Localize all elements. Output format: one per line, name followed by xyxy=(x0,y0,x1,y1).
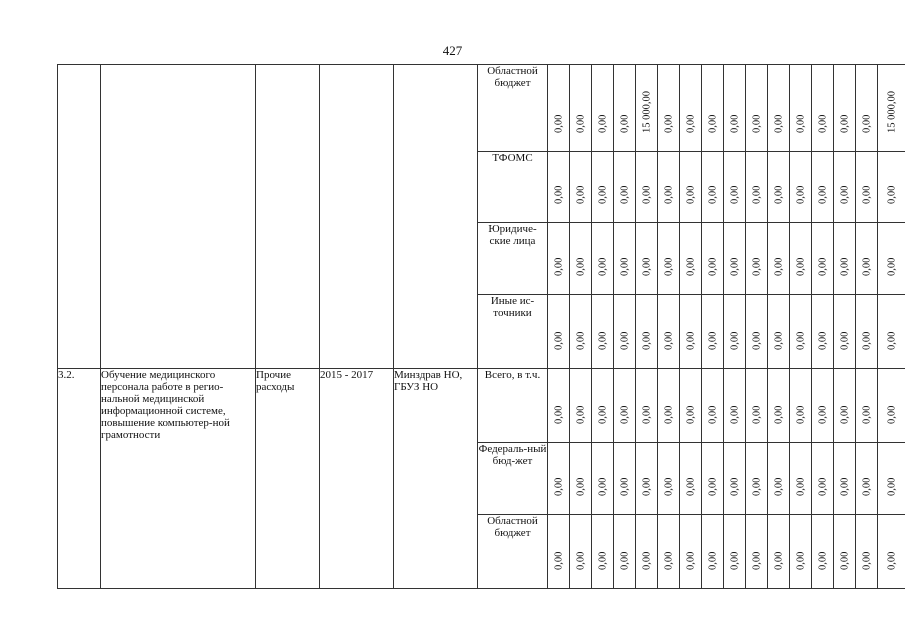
amount-value: 0,00 xyxy=(861,331,872,350)
item-value-cell xyxy=(614,369,636,443)
amount-value: 0,00 xyxy=(839,477,850,496)
amount-value: 0,00 xyxy=(575,551,586,570)
continuation-value-cell xyxy=(790,65,812,152)
amount-value: 0,00 xyxy=(597,185,608,204)
amount-value: 0,00 xyxy=(886,551,898,570)
continuation-value-cell xyxy=(856,152,878,223)
continuation-value-cell xyxy=(614,65,636,152)
amount-value: 0,00 xyxy=(751,185,762,204)
item-value-cell xyxy=(636,515,658,589)
continuation-value-cell xyxy=(812,223,834,295)
continuation-value-cell xyxy=(702,295,724,369)
amount-value: 0,00 xyxy=(839,551,850,570)
continuation-value-cell xyxy=(702,65,724,152)
amount-value: 0,00 xyxy=(663,405,674,424)
amount-value: 0,00 xyxy=(817,257,828,276)
amount-value: 0,00 xyxy=(817,114,828,133)
amount-value: 0,00 xyxy=(707,257,718,276)
item-value-cell xyxy=(768,369,790,443)
amount-value: 0,00 xyxy=(641,405,652,424)
continuation-value-cell xyxy=(548,223,570,295)
amount-value: 0,00 xyxy=(641,185,652,204)
executor-cell xyxy=(394,65,478,369)
continuation-value-cell xyxy=(570,223,592,295)
amount-value: 0,00 xyxy=(861,257,872,276)
item-value-cell xyxy=(658,515,680,589)
funding-source-cell: Юридиче-ские лица xyxy=(478,223,548,295)
item-number-cell xyxy=(58,65,101,369)
item-value-cell xyxy=(570,369,592,443)
item-value-cell xyxy=(790,515,812,589)
amount-value: 0,00 xyxy=(641,477,652,496)
amount-value: 0,00 xyxy=(575,405,586,424)
amount-value: 0,00 xyxy=(773,114,784,133)
page-number: 427 xyxy=(442,43,463,58)
amount-value: 0,00 xyxy=(751,114,762,133)
item-value-cell xyxy=(592,515,614,589)
expense-type: Прочие расходы xyxy=(256,369,320,589)
item-value-cell xyxy=(856,443,878,515)
item-value-cell xyxy=(834,369,856,443)
amount-value: 0,00 xyxy=(553,477,564,496)
amount-value: 0,00 xyxy=(641,331,652,350)
amount-value: 0,00 xyxy=(773,257,784,276)
item-value-cell xyxy=(548,443,570,515)
amount-value: 0,00 xyxy=(729,551,740,570)
amount-value: 0,00 xyxy=(886,477,898,496)
amount-value: 0,00 xyxy=(773,551,784,570)
amount-value: 0,00 xyxy=(795,114,806,133)
item-value-cell xyxy=(746,515,768,589)
amount-value: 0,00 xyxy=(685,551,696,570)
amount-value: 0,00 xyxy=(839,331,850,350)
amount-value: 0,00 xyxy=(861,114,872,133)
continuation-value-cell xyxy=(834,223,856,295)
amount-value: 0,00 xyxy=(553,257,564,276)
amount-value: 0,00 xyxy=(795,257,806,276)
amount-value: 0,00 xyxy=(575,257,586,276)
continuation-value-cell xyxy=(636,65,658,152)
continuation-value-cell xyxy=(636,152,658,223)
amount-value: 0,00 xyxy=(641,257,652,276)
continuation-value-cell xyxy=(878,223,905,295)
continuation-value-cell xyxy=(768,152,790,223)
continuation-value-cell xyxy=(702,152,724,223)
amount-value: 0,00 xyxy=(663,331,674,350)
item-value-cell xyxy=(812,443,834,515)
amount-value: 0,00 xyxy=(553,551,564,570)
funding-source-cell: Иные ис-точники xyxy=(478,295,548,369)
amount-value: 0,00 xyxy=(773,405,784,424)
continuation-value-cell xyxy=(658,223,680,295)
continuation-value-cell xyxy=(834,65,856,152)
amount-value: 0,00 xyxy=(553,331,564,350)
amount-value: 0,00 xyxy=(773,477,784,496)
continuation-value-cell xyxy=(548,65,570,152)
item-value-cell xyxy=(636,369,658,443)
amount-value: 0,00 xyxy=(861,185,872,204)
amount-value: 0,00 xyxy=(619,477,630,496)
amount-value: 0,00 xyxy=(817,477,828,496)
item-value-cell xyxy=(724,369,746,443)
item-value-cell xyxy=(746,369,768,443)
amount-value: 0,00 xyxy=(886,405,898,424)
amount-value: 0,00 xyxy=(575,477,586,496)
amount-value: 0,00 xyxy=(839,185,850,204)
amount-value: 0,00 xyxy=(839,114,850,133)
continuation-value-cell xyxy=(680,152,702,223)
continuation-value-cell xyxy=(680,295,702,369)
amount-value: 0,00 xyxy=(619,331,630,350)
amount-value: 0,00 xyxy=(663,551,674,570)
funding-source-cell: Федераль-ный бюд-жет xyxy=(478,443,548,515)
item-value-cell xyxy=(614,515,636,589)
amount-value: 0,00 xyxy=(707,185,718,204)
continuation-value-cell xyxy=(746,65,768,152)
item-value-cell xyxy=(680,443,702,515)
amount-value: 0,00 xyxy=(795,551,806,570)
amount-value: 0,00 xyxy=(886,331,898,350)
amount-value: 0,00 xyxy=(663,257,674,276)
amount-value: 0,00 xyxy=(817,185,828,204)
funding-source-cell: ТФОМС xyxy=(478,152,548,223)
amount-value: 0,00 xyxy=(597,257,608,276)
continuation-value-cell xyxy=(834,152,856,223)
amount-value: 0,00 xyxy=(707,477,718,496)
amount-value: 0,00 xyxy=(575,185,586,204)
continuation-value-cell xyxy=(614,223,636,295)
item-value-cell xyxy=(790,369,812,443)
continuation-value-cell xyxy=(570,295,592,369)
amount-value: 0,00 xyxy=(707,405,718,424)
amount-value: 0,00 xyxy=(861,405,872,424)
continuation-value-cell xyxy=(812,152,834,223)
continuation-value-cell xyxy=(570,65,592,152)
amount-value: 0,00 xyxy=(597,551,608,570)
item-value-cell xyxy=(812,515,834,589)
funding-source-cell: Областной бюджет xyxy=(478,515,548,589)
continuation-value-cell xyxy=(636,223,658,295)
item-value-cell xyxy=(658,369,680,443)
item-value-cell xyxy=(724,443,746,515)
amount-value: 0,00 xyxy=(751,257,762,276)
continuation-value-cell xyxy=(614,295,636,369)
item-value-cell xyxy=(856,515,878,589)
continuation-value-cell xyxy=(636,295,658,369)
period-cell xyxy=(320,65,394,369)
continuation-value-cell xyxy=(680,65,702,152)
amount-value: 0,00 xyxy=(795,477,806,496)
amount-value: 0,00 xyxy=(597,477,608,496)
amount-value: 0,00 xyxy=(773,185,784,204)
item-value-cell xyxy=(548,515,570,589)
amount-value: 0,00 xyxy=(619,551,630,570)
item-value-cell xyxy=(592,443,614,515)
amount-value: 0,00 xyxy=(619,185,630,204)
item-value-cell xyxy=(768,515,790,589)
item-value-cell xyxy=(834,515,856,589)
continuation-value-cell xyxy=(658,152,680,223)
continuation-value-cell xyxy=(724,295,746,369)
item-value-cell xyxy=(680,515,702,589)
continuation-value-cell xyxy=(614,152,636,223)
continuation-value-cell xyxy=(724,65,746,152)
continuation-value-cell xyxy=(878,65,905,152)
continuation-value-cell xyxy=(680,223,702,295)
amount-value: 0,00 xyxy=(619,257,630,276)
item-value-cell xyxy=(834,443,856,515)
continuation-value-cell xyxy=(790,295,812,369)
amount-value: 0,00 xyxy=(575,331,586,350)
continuation-value-cell xyxy=(592,152,614,223)
continuation-value-cell xyxy=(592,295,614,369)
item-value-cell xyxy=(658,443,680,515)
item-value-cell xyxy=(878,515,905,589)
continuation-value-cell xyxy=(592,223,614,295)
amount-value: 0,00 xyxy=(795,405,806,424)
amount-value: 0,00 xyxy=(619,114,630,133)
continuation-value-cell xyxy=(592,65,614,152)
continuation-value-cell xyxy=(746,295,768,369)
continuation-value-cell xyxy=(856,295,878,369)
amount-value: 0,00 xyxy=(685,477,696,496)
amount-value: 0,00 xyxy=(751,551,762,570)
amount-value: 0,00 xyxy=(597,405,608,424)
continuation-value-cell xyxy=(856,223,878,295)
amount-value: 0,00 xyxy=(839,257,850,276)
amount-value: 0,00 xyxy=(729,114,740,133)
continuation-value-cell xyxy=(702,223,724,295)
amount-value: 0,00 xyxy=(773,331,784,350)
amount-value: 0,00 xyxy=(861,477,872,496)
continuation-value-cell xyxy=(746,152,768,223)
amount-value: 0,00 xyxy=(795,331,806,350)
item-value-cell xyxy=(812,369,834,443)
amount-value: 0,00 xyxy=(817,405,828,424)
continuation-value-cell xyxy=(548,295,570,369)
item-value-cell xyxy=(592,369,614,443)
amount-value: 0,00 xyxy=(663,114,674,133)
budget-table xyxy=(57,64,905,589)
item-value-cell xyxy=(878,369,905,443)
period: 2015 - 2017 xyxy=(320,369,394,589)
amount-value: 0,00 xyxy=(751,331,762,350)
executor: Минздрав НО, ГБУЗ НО xyxy=(394,369,478,589)
continuation-value-cell xyxy=(658,295,680,369)
item-value-cell xyxy=(790,443,812,515)
continuation-value-cell xyxy=(812,295,834,369)
amount-value: 0,00 xyxy=(795,185,806,204)
continuation-value-cell xyxy=(878,295,905,369)
item-number: 3.2. xyxy=(58,369,101,589)
amount-value: 0,00 xyxy=(663,477,674,496)
continuation-value-cell xyxy=(834,295,856,369)
amount-value: 0,00 xyxy=(839,405,850,424)
amount-value: 0,00 xyxy=(685,405,696,424)
item-name: Обучение медицинского персонала работе в регио-нальной медицинской информационной системе, повышение компьютер-ной грамотности xyxy=(101,369,256,589)
continuation-value-cell xyxy=(658,65,680,152)
item-value-cell xyxy=(768,443,790,515)
table-row xyxy=(58,369,905,443)
amount-value: 0,00 xyxy=(553,405,564,424)
amount-value: 0,00 xyxy=(553,114,564,133)
amount-value: 0,00 xyxy=(597,331,608,350)
item-value-cell xyxy=(724,515,746,589)
item-name-cell xyxy=(101,65,256,369)
amount-value: 0,00 xyxy=(707,551,718,570)
amount-value: 0,00 xyxy=(707,114,718,133)
amount-value: 0,00 xyxy=(553,185,564,204)
item-value-cell xyxy=(570,515,592,589)
item-value-cell xyxy=(702,443,724,515)
amount-value: 0,00 xyxy=(817,331,828,350)
amount-value: 0,00 xyxy=(685,114,696,133)
item-value-cell xyxy=(570,443,592,515)
amount-value: 0,00 xyxy=(597,114,608,133)
continuation-value-cell xyxy=(768,223,790,295)
continuation-value-cell xyxy=(856,65,878,152)
amount-value: 0,00 xyxy=(729,185,740,204)
continuation-value-cell xyxy=(724,152,746,223)
amount-value: 0,00 xyxy=(729,257,740,276)
continuation-value-cell xyxy=(570,152,592,223)
item-value-cell xyxy=(878,443,905,515)
amount-value: 15 000,00 xyxy=(886,91,898,133)
amount-value: 15 000,00 xyxy=(641,91,652,133)
amount-value: 0,00 xyxy=(886,185,898,204)
amount-value: 0,00 xyxy=(575,114,586,133)
continuation-value-cell xyxy=(768,295,790,369)
amount-value: 0,00 xyxy=(729,405,740,424)
continuation-value-cell xyxy=(812,65,834,152)
continuation-value-cell xyxy=(790,152,812,223)
item-value-cell xyxy=(680,369,702,443)
continuation-value-cell xyxy=(548,152,570,223)
item-value-cell xyxy=(702,515,724,589)
amount-value: 0,00 xyxy=(685,331,696,350)
amount-value: 0,00 xyxy=(641,551,652,570)
amount-value: 0,00 xyxy=(751,477,762,496)
amount-value: 0,00 xyxy=(685,257,696,276)
amount-value: 0,00 xyxy=(685,185,696,204)
item-value-cell xyxy=(746,443,768,515)
amount-value: 0,00 xyxy=(729,331,740,350)
continuation-value-cell xyxy=(724,223,746,295)
amount-value: 0,00 xyxy=(817,551,828,570)
item-value-cell xyxy=(636,443,658,515)
amount-value: 0,00 xyxy=(861,551,872,570)
amount-value: 0,00 xyxy=(663,185,674,204)
amount-value: 0,00 xyxy=(619,405,630,424)
item-value-cell xyxy=(548,369,570,443)
amount-value: 0,00 xyxy=(751,405,762,424)
continuation-value-cell xyxy=(746,223,768,295)
table-row xyxy=(58,65,905,152)
funding-source-cell: Всего, в т.ч. xyxy=(478,369,548,443)
continuation-value-cell xyxy=(878,152,905,223)
amount-value: 0,00 xyxy=(729,477,740,496)
item-value-cell xyxy=(614,443,636,515)
item-value-cell xyxy=(856,369,878,443)
expense-type-cell xyxy=(256,65,320,369)
item-value-cell xyxy=(702,369,724,443)
funding-source-cell: Областной бюджет xyxy=(478,65,548,152)
amount-value: 0,00 xyxy=(886,257,898,276)
continuation-value-cell xyxy=(768,65,790,152)
continuation-value-cell xyxy=(790,223,812,295)
amount-value: 0,00 xyxy=(707,331,718,350)
